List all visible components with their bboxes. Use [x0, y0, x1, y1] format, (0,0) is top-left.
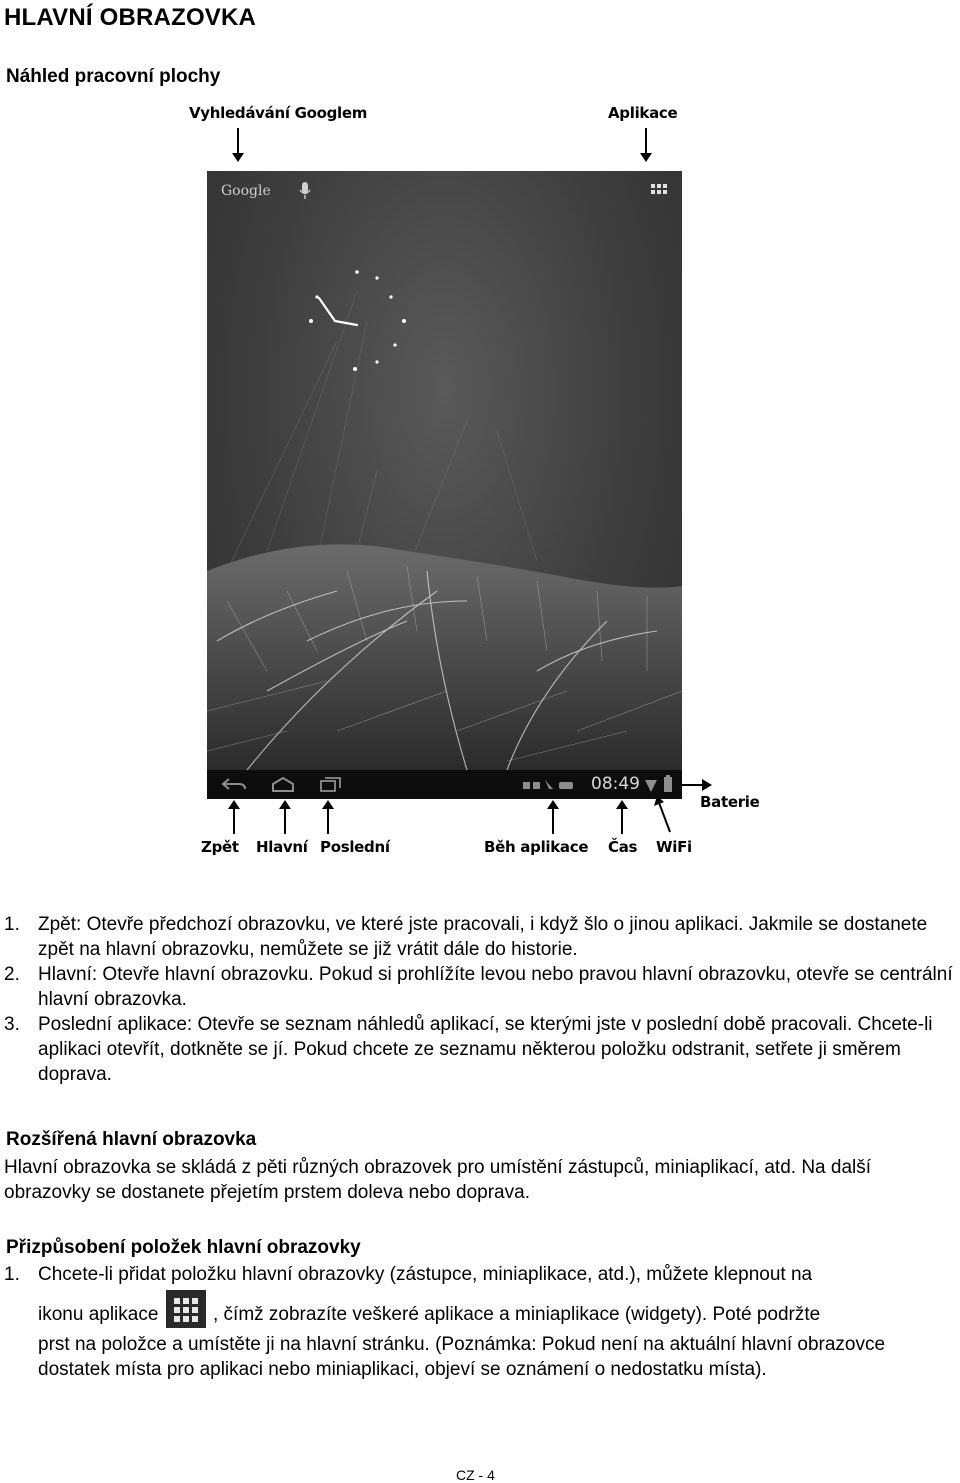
- section-title: Přizpůsobení položek hlavní obrazovky: [6, 1237, 361, 1258]
- apps-grid-icon: [166, 1290, 206, 1328]
- list-text: prst na položce a umístěte ji na hlavní stránku. (Poznámka: Pokud není na aktuální hlavní obrazovce dostatek místa pro aplikaci nebo miniaplikaci, objeví se oznámení o nedostatku místa).: [38, 1334, 886, 1380]
- arrow-down-icon: [237, 128, 239, 154]
- home-icon[interactable]: [271, 776, 295, 793]
- callout-google-search: Vyhledávání Googlem: [189, 104, 368, 122]
- list-number: 1.: [4, 914, 20, 935]
- wallpaper-leaf: [207, 171, 682, 799]
- arrow-up-icon: [621, 808, 623, 834]
- list-text: Hlavní: Otevře hlavní obrazovku. Pokud si prohlížíte levou nebo pravou hlavní obrazovku, otevře se centrální hlavní obrazovka.: [38, 964, 953, 1010]
- arrow-up-icon: [284, 808, 286, 834]
- svg-text:Google: Google: [221, 183, 271, 199]
- system-navbar: [207, 770, 682, 799]
- home-screen-screenshot: [207, 171, 682, 799]
- clock-icon: [309, 270, 406, 371]
- arrow-up-icon: [327, 808, 329, 834]
- callout-battery: Baterie: [700, 793, 760, 811]
- apps-grid-icon[interactable]: [651, 184, 667, 198]
- section-title: Rozšířená hlavní obrazovka: [6, 1129, 257, 1150]
- arrow-up-icon: [233, 808, 235, 834]
- list-number: 1.: [4, 1264, 20, 1285]
- list-text-line: [38, 1296, 958, 1336]
- callout-apps: Aplikace: [608, 104, 678, 122]
- list-item: [4, 912, 954, 962]
- list-number: 3.: [4, 1014, 20, 1035]
- callout-recent: Poslední: [320, 838, 390, 856]
- arrow-right-icon: [680, 779, 712, 791]
- page-title: HLAVNÍ OBRAZOVKA: [4, 4, 257, 31]
- list-text: Zpět: Otevře předchozí obrazovku, ve které jste pracovali, i když šlo o jinou aplikaci. Jakmile se dostanete zpět na hlavní obrazovku, nemůžete se již vrátit dále do historie.: [38, 914, 928, 960]
- page-subtitle: Náhled pracovní plochy: [6, 66, 221, 87]
- callout-wifi: WiFi: [656, 838, 692, 856]
- back-icon[interactable]: [221, 777, 247, 793]
- status-clock: 08:49: [591, 774, 640, 794]
- list-number: 2.: [4, 964, 20, 985]
- arrow-up-icon: [654, 796, 674, 834]
- recent-apps-icon[interactable]: [319, 776, 343, 793]
- list-text: Chcete-li přidat položku hlavní obrazovky (zástupce, miniaplikace, atd.), můžete klepnout na: [38, 1264, 813, 1285]
- section-text: Hlavní obrazovka se skládá z pěti různých obrazovek pro umístění zástupců, miniaplikací, atd. Na další obrazovky se dostanete přejetím prstem doleva nebo doprava.: [4, 1157, 872, 1203]
- list-item: [4, 962, 954, 1012]
- battery-icon: [662, 775, 674, 793]
- microphone-icon[interactable]: [299, 182, 311, 200]
- arrow-up-icon: [552, 808, 554, 834]
- wifi-icon: [644, 777, 658, 793]
- callout-back: Zpět: [201, 838, 239, 856]
- callout-time: Čas: [608, 838, 638, 856]
- status-notification-icons: [523, 779, 583, 791]
- list-text: ikonu aplikace: [38, 1304, 159, 1326]
- callout-home: Hlavní: [256, 838, 308, 856]
- list-text: Poslední aplikace: Otevře se seznam náhledů aplikací, se kterými jste v poslední době pracovali. Chcete-li aplikaci otevřít, dotkněte se jí. Pokud chcete ze seznamu některou položku odstranit, setřete ji směrem doprava.: [38, 1014, 933, 1085]
- page-footer: CZ - 4: [456, 1467, 495, 1483]
- arrow-down-icon: [645, 128, 647, 154]
- callout-running-apps: Běh aplikace: [484, 838, 589, 856]
- google-logo: [207, 171, 208, 172]
- list-item: [4, 1012, 954, 1087]
- list-text: , čímž zobrazíte veškeré aplikace a miniaplikace (widgety). Poté podržte: [212, 1304, 821, 1326]
